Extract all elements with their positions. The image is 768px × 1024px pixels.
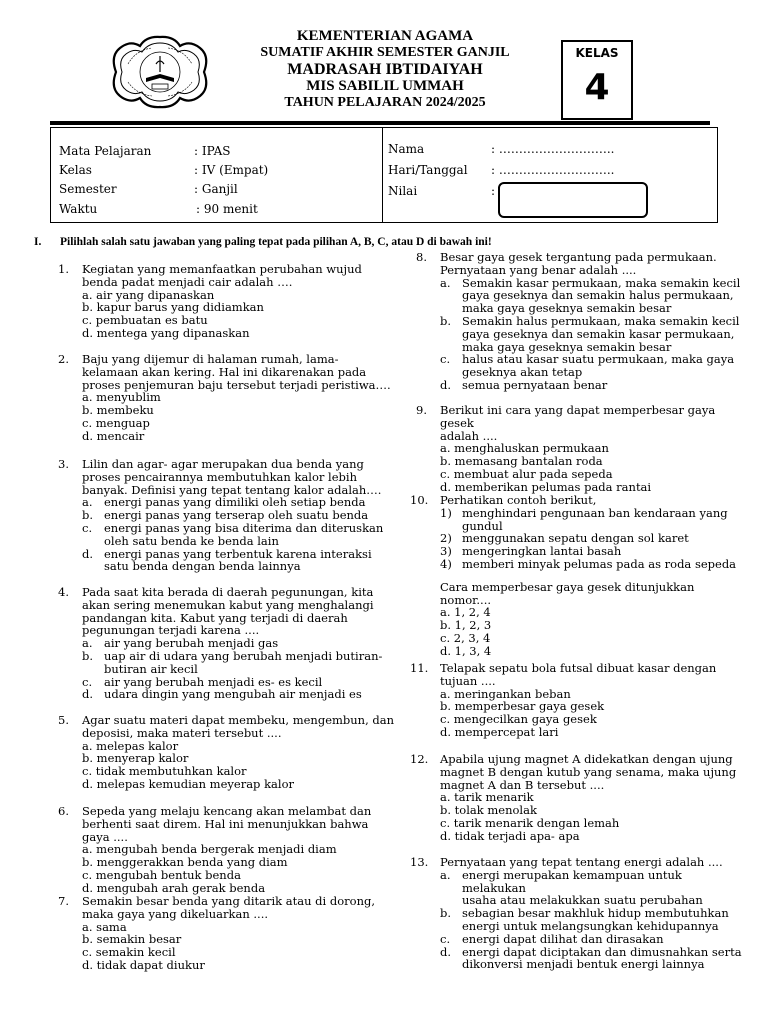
answer-option: b. semakin besar (82, 932, 182, 947)
answer-option (440, 946, 746, 972)
answer-option: b. membeku (82, 403, 154, 418)
question-number: 7. (58, 894, 69, 908)
question-body (82, 895, 375, 972)
option-text: air yang berubah menjadi gas (104, 636, 279, 651)
section-instruction (34, 236, 492, 248)
statement-text: memberi minyak pelumas pada as roda sepeda (462, 556, 737, 571)
exam-title: SUMATIF AKHIR SEMESTER GANJIL (260, 45, 510, 60)
question-number: 1. (58, 262, 69, 276)
option-letter: c. (82, 674, 93, 689)
option-letter: c. (82, 520, 93, 535)
info-class-value: : IV (Empat) (194, 163, 269, 177)
option-text: air yang berubah menjadi es- es kecil (104, 674, 323, 689)
info-name-label: Nama (388, 142, 425, 156)
answer-option: b. kapur barus yang didiamkan (82, 300, 264, 315)
info-date-field: : ……………………….. (491, 163, 615, 177)
kelas-value: 4 (584, 67, 610, 108)
option-text: Semakin halus permukaan, maka semakin kecil gaya geseknya dan semakin kasar permukaan, maka gaya geseknya semakin besar (462, 313, 740, 354)
score-box (498, 182, 648, 218)
info-subject-label: Mata Pelajaran (59, 144, 152, 158)
statement-text: menghindari pengunaan ban kendaraan yang gundul (462, 505, 728, 533)
answer-option (82, 548, 383, 574)
kelas-label: KELAS (575, 46, 619, 60)
option-letter: b. (82, 508, 94, 523)
question-body (440, 494, 746, 658)
answer-option (82, 688, 382, 701)
school-name: MIS SABILIL UMMAH (306, 78, 464, 94)
answer-option: c. menguap (82, 415, 150, 430)
answer-option: b. memperbesar gaya gesek (440, 699, 605, 714)
section-number: I. (34, 236, 42, 248)
answer-option: a. 1, 2, 4 (440, 605, 491, 620)
answer-option (82, 522, 383, 548)
answer-option: c. tidak membutuhkan kalor (82, 764, 247, 779)
answer-option: a. melepas kalor (82, 738, 179, 753)
question-number: 12. (410, 752, 429, 766)
statement-text: mengeringkan lantai basah (462, 544, 622, 559)
statement-number: 3) (440, 544, 452, 559)
info-score-colon: : (491, 184, 496, 198)
question-stem: Pada saat kita berada di daerah pegunungan, kita akan sering menemukan kabut yang menghalangi pandangan kita. Kabut yang terjadi di daerah pegunungan terjadi karena .... (82, 585, 374, 638)
option-text: energi panas yang terserap oleh suatu benda (104, 508, 369, 523)
answer-option: d. mencair (82, 428, 145, 443)
answer-option: a. meringankan beban (440, 686, 571, 701)
kelas-box (561, 40, 633, 120)
section-instruction-text: Pilihlah salah satu jawaban yang paling tepat pada pilihan A, B, C, atau D di bawah ini! (60, 236, 492, 248)
answer-option: b. menggerakkan benda yang diam (82, 855, 288, 870)
option-text: semua pernyataan benar (462, 377, 608, 392)
question-number: 13. (410, 855, 429, 869)
answer-option: c. pembuatan es batu (82, 313, 208, 328)
question-body (82, 714, 394, 791)
answer-option (440, 379, 740, 392)
option-text: energi panas yang dimiliki oleh setiap benda (104, 495, 366, 510)
question-body (440, 404, 746, 494)
answer-option: d. tidak terjadi apa- apa (440, 828, 580, 843)
answer-option: a. tarik menarik (440, 790, 534, 805)
answer-option: b. menyerap kalor (82, 751, 189, 766)
option-letter: a. (82, 495, 93, 510)
answer-option (440, 869, 746, 907)
answer-option: a. mengubah benda bergerak menjadi diam (82, 842, 337, 857)
question-number: 5. (58, 713, 69, 727)
question-body (82, 263, 362, 340)
question-body (82, 353, 391, 443)
info-divider (382, 128, 383, 222)
question-number: 2. (58, 352, 69, 366)
question-stem: Lilin dan agar- agar merupakan dua benda yang proses pencairannya membutuhkan kalor lebih banyak. Definisi yang tepat tentang kalor adalah…. (82, 457, 382, 497)
answer-option: a. air yang dipanaskan (82, 287, 215, 302)
answer-option (82, 650, 382, 676)
answer-option (440, 353, 740, 379)
answer-option: c. semakin kecil (82, 945, 176, 960)
question-stem: Apabila ujung magnet A didekatkan dengan ujung magnet B dengan kutub yang senama, maka ujung magnet A dan B tersebut .... (440, 752, 737, 792)
header-divider (50, 121, 710, 125)
answer-option: c. 2, 3, 4 (440, 630, 491, 645)
answer-option: d. mentega yang dipanaskan (82, 325, 250, 340)
info-semester-value: : Ganjil (194, 182, 238, 196)
answer-option: d. tidak dapat diukur (82, 957, 205, 972)
option-letter: a. (440, 867, 451, 882)
answer-option: d. memberikan pelumas pada rantai (440, 479, 652, 494)
answer-option: c. membuat alur pada sepeda (440, 466, 613, 481)
answer-option: d. melepas kemudian meyerap kalor (82, 776, 294, 791)
option-letter: c. (440, 931, 451, 946)
question-body (440, 856, 746, 971)
question-body (440, 662, 716, 739)
option-letter: d. (82, 546, 94, 561)
answer-option (440, 277, 740, 315)
option-letter: d. (82, 687, 94, 702)
question-stem-2: Cara memperbesar gaya gesek ditunjukkan nomor.... (440, 579, 695, 607)
madrasah-logo (106, 34, 214, 110)
question-number: 9. (416, 403, 427, 417)
info-subject-value: : IPAS (194, 144, 231, 158)
answer-option: b. 1, 2, 3 (440, 618, 492, 633)
question-number: 4. (58, 585, 69, 599)
info-date-label: Hari/Tanggal (388, 163, 468, 177)
answer-option: b. tolak menolak (440, 803, 537, 818)
statement-number: 2) (440, 531, 452, 546)
statement-text: menggunakan sepatu dengan sol karet (462, 531, 689, 546)
info-semester-label: Semester (59, 182, 117, 196)
question-stem: Telapak sepatu bola futsal dibuat kasar dengan tujuan .... (440, 661, 717, 688)
option-text: energi dapat diciptakan dan dimusnahkan serta dikonversi menjadi bentuk energi lainnya (462, 944, 742, 972)
option-text: energi dapat dilihat dan dirasakan (462, 931, 664, 946)
question-stem: Pernyataan yang tepat tentang energi adalah .... (440, 855, 723, 869)
school-type: MADRASAH IBTIDAIYAH (287, 61, 483, 78)
question-number: 3. (58, 457, 69, 471)
question-stem: Kegiatan yang memanfaatkan perubahan wujud benda padat menjadi cair adalah …. (82, 262, 362, 289)
answer-option: d. mengubah arah gerak benda (82, 880, 266, 895)
question-body (440, 251, 740, 392)
ministry-title: KEMENTERIAN AGAMA (296, 28, 474, 44)
info-time-value: : 90 menit (196, 202, 258, 216)
option-text: energi merupakan kemampuan untuk melakukan usaha atau melakukkan suatu perubahan (462, 867, 703, 908)
answer-option: c. tarik menarik dengan lemah (440, 815, 620, 830)
question-stem: Baju yang dijemur di halaman rumah, lama- kelamaan akan kering. Hal ini dikarenakan pada proses penjemuran baju tersebut terjadi peristiwa…. (82, 352, 391, 392)
question-stem: Agar suatu materi dapat membeku, mengembun, dan deposisi, maka materi tersebut .... (82, 713, 395, 740)
option-letter: b. (440, 906, 452, 921)
info-class-label: Kelas (59, 163, 92, 177)
question-body (82, 586, 382, 701)
question-stem: Besar gaya gesek tergantung pada permukaan. Pernyataan yang benar adalah .... (440, 250, 717, 277)
answer-option (440, 315, 740, 353)
question-number: 11. (410, 661, 429, 675)
question-stem: Perhatikan contoh berikut, (440, 493, 597, 507)
answer-option: b. memasang bantalan roda (440, 454, 603, 469)
answer-option: d. mempercepat lari (440, 724, 559, 739)
question-statement (440, 558, 746, 571)
question-number: 6. (58, 804, 69, 818)
question-body (82, 458, 383, 573)
option-text: halus atau kasar suatu permukaan, maka gaya geseknya akan tetap (462, 352, 735, 380)
question-body (82, 805, 371, 895)
question-number: 8. (416, 250, 427, 264)
info-score-label: Nilai (388, 184, 418, 198)
answer-option: c. mengecilkan gaya gesek (440, 712, 597, 727)
option-text: udara dingin yang mengubah air menjadi es (104, 687, 362, 702)
answer-option: a. sama (82, 919, 127, 934)
answer-option: d. 1, 3, 4 (440, 643, 492, 658)
answer-option: c. mengubah bentuk benda (82, 867, 241, 882)
question-stem: Sepeda yang melaju kencang akan melambat dan berhenti saat direm. Hal ini menunjukkan bahwa gaya .... (82, 804, 372, 844)
info-time-label: Waktu (59, 202, 98, 216)
answer-option: a. menghaluskan permukaan (440, 441, 609, 456)
option-letter: a. (82, 636, 93, 651)
option-letter: b. (440, 313, 452, 328)
option-text: energi panas yang terbentuk karena interaksi satu benda dengan benda lainnya (104, 546, 372, 574)
option-letter: a. (440, 275, 451, 290)
statement-number: 4) (440, 556, 452, 571)
info-name-field: : ……………………….. (491, 142, 615, 156)
option-text: sebagian besar makhluk hidup membutuhkan energi untuk melangsungkan kehidupannya (462, 906, 729, 933)
option-letter: b. (82, 648, 94, 663)
question-number: 10. (410, 493, 429, 507)
option-text: energi panas yang bisa diterima dan diteruskan oleh satu benda ke benda lain (104, 520, 384, 548)
statement-number: 1) (440, 505, 452, 520)
option-letter: d. (440, 377, 452, 392)
option-text: uap air di udara yang berubah menjadi butiran- butiran air kecil (104, 648, 383, 676)
question-stem: Berikut ini cara yang dapat memperbesar gaya gesek adalah .... (440, 403, 716, 443)
option-letter: d. (440, 944, 452, 959)
identity-box (50, 127, 718, 223)
question-stem: Semakin besar benda yang ditarik atau di dorong, maka gaya yang dikeluarkan .... (82, 894, 375, 921)
answer-option: a. menyublim (82, 390, 161, 405)
option-text: Semakin kasar permukaan, maka semakin kecil gaya geseknya dan semakin halus permukaan, maka gaya geseknya semakin besar (462, 275, 741, 316)
option-letter: c. (440, 352, 451, 367)
answer-option (440, 907, 746, 933)
question-body (440, 753, 736, 843)
academic-year: TAHUN PELAJARAN 2024/2025 (284, 95, 486, 110)
question-statement (440, 507, 746, 533)
header-title-block (225, 29, 545, 113)
